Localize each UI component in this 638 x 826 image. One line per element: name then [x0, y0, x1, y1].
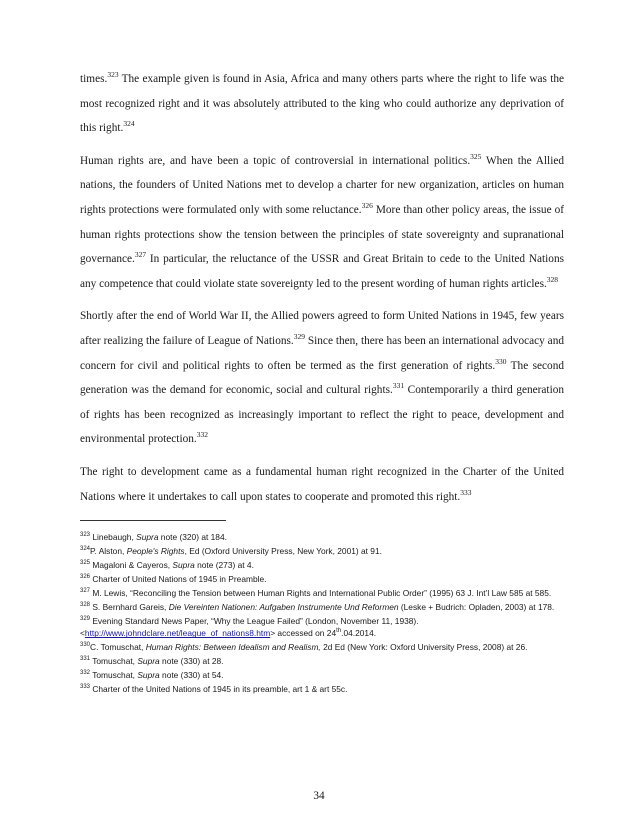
text-run: , Ed (Oxford University Press, New York, 2001) at 91.	[184, 546, 382, 556]
footnote-ref: 327	[134, 250, 147, 260]
text-run: Shortly after the end of World War II, the Allied powers agreed to form United Nations in 1945, few years after realizing the failure of League of Nations.	[80, 310, 564, 347]
footnote	[80, 655, 572, 667]
footnote-ref: 333	[80, 684, 91, 691]
reference-link[interactable]: http://www.johndclare.net/league_of_nations8.htm	[84, 628, 271, 639]
text-run: More than other policy areas, the issue of human rights protections show the tension between the principles of state sovereignty and supranational governance.	[80, 203, 564, 266]
footnote-ref: 325	[80, 560, 91, 567]
text-run: The right to development came as a fundamental human right recognized in the Charter of the United Nations where it undertakes to call upon states to cooperate and promoted this right.	[80, 465, 564, 503]
footnote-ref: th	[336, 628, 342, 635]
footnote-ref: 333	[460, 487, 472, 497]
footnote	[80, 573, 572, 585]
footnote-ref: 323	[107, 70, 119, 80]
text-run: note (330) at 28.	[159, 656, 224, 667]
text-run: Charter of United Nations of 1945 in Preamble.	[90, 574, 267, 584]
footnote-ref: 326	[361, 201, 373, 211]
text-run: Contemporarily a third generation of rights has been recognized as increasingly important to reflect the right to peace, development and environmental protection.	[80, 384, 565, 446]
text-run: Tomuschat,	[90, 670, 138, 681]
text-run: The second generation was the demand for economic, social and cultural rights.	[80, 359, 564, 397]
footnote-separator	[80, 520, 226, 521]
footnote-ref: 331	[80, 656, 91, 663]
text-run: When the Allied nations, the founders of United Nations met to develop a charter for new organization, articles on human rights protections were formulated only with some reluctance.	[80, 154, 564, 216]
main-body-text	[80, 67, 564, 517]
footnote-ref: 328	[546, 274, 559, 284]
page-number: 34	[313, 790, 325, 802]
footnote-ref: 330	[495, 356, 507, 366]
footnote-ref: 329	[293, 332, 305, 342]
text-run: S. Bernhard Gareis,	[90, 602, 169, 612]
footnote	[80, 615, 572, 640]
body-paragraph	[80, 304, 564, 452]
text-run: note (320) at 184.	[158, 532, 227, 542]
body-paragraph	[80, 460, 564, 509]
footnote	[80, 587, 572, 599]
text-run: Human rights are, and have been a topic of controversial in international politics.	[80, 154, 471, 167]
footnote	[80, 531, 572, 543]
footnote	[80, 559, 572, 571]
text-run: Since then, there has been an international advocacy and concern for civil and political rights to often be termed as the first generation of rights.	[80, 334, 564, 372]
text-run: 2d Ed (New York: Oxford University Press, 2008) at 26.	[320, 642, 528, 653]
text-run: > accessed on 24	[270, 628, 337, 639]
text-run: C. Tomuschat,	[90, 642, 146, 653]
footnote-ref: 325	[470, 152, 482, 162]
footnote	[80, 641, 572, 653]
footnotes-section	[80, 531, 572, 697]
footnote	[80, 601, 572, 613]
body-paragraph	[80, 149, 564, 297]
footnote	[80, 669, 572, 681]
footnote-ref: 332	[196, 430, 208, 440]
footnote-ref: 324	[80, 546, 91, 553]
footnote-ref: 323	[80, 532, 91, 539]
footnote	[80, 683, 572, 695]
footnote-ref: 332	[80, 670, 91, 677]
footnote-ref: 330	[80, 642, 91, 649]
text-run: note (330) at 54.	[159, 670, 224, 681]
italic-text: Supra	[136, 532, 159, 542]
text-run: (Leske + Budrich: Opladen, 2003) at 178.	[398, 602, 555, 612]
footnote	[80, 545, 572, 557]
text-run: M. Lewis, “Reconciling the Tension between Human Rights and International Public Order” (1995) 63 J. Int’l Law 585 at 585.	[90, 588, 552, 598]
italic-text: Human Rights: Between Idealism and Realism,	[145, 642, 321, 653]
text-run: P. Alston,	[90, 546, 127, 556]
text-run: Magaloni & Cayeros,	[90, 560, 173, 570]
footnote-ref: 328	[80, 602, 91, 609]
italic-text: Supra	[172, 560, 195, 570]
italic-text: People's Rights	[126, 546, 185, 556]
text-run: Charter of the United Nations of 1945 in its preamble, art 1 & art 55c.	[90, 684, 348, 695]
footnote-ref: 329	[80, 616, 91, 623]
footnote-ref: 326	[80, 574, 91, 581]
text-run: The example given is found in Asia, Africa and many others parts where the right to life was the most recognized right and it was absolutely attributed to the king who could authorize any deprivation of this right.	[80, 73, 564, 135]
footnote-ref: 324	[123, 119, 135, 129]
text-run: Evening Standard News Paper, “Why the League Failed” (London, November 11, 1938). <	[80, 616, 419, 639]
text-run: Tomuschat,	[90, 656, 138, 667]
text-run: .04.2014.	[341, 628, 377, 639]
italic-text: Supra	[137, 656, 160, 667]
text-run: times.	[80, 73, 108, 85]
text-run: Linebaugh,	[90, 532, 137, 542]
text-run: In particular, the reluctance of the USSR and Great Britain to cede to the United Nations any competence that could violate state sovereignty led to the present wording of human rights articles.	[80, 253, 564, 290]
footnote-ref: 327	[80, 588, 91, 595]
body-paragraph	[80, 67, 564, 141]
italic-text: Die Vereinten Nationen: Aufgaben Instrumente Und Reformen	[168, 602, 399, 612]
text-run: note (273) at 4.	[194, 560, 254, 570]
italic-text: Supra	[137, 670, 160, 681]
footnote-ref: 331	[392, 381, 405, 391]
